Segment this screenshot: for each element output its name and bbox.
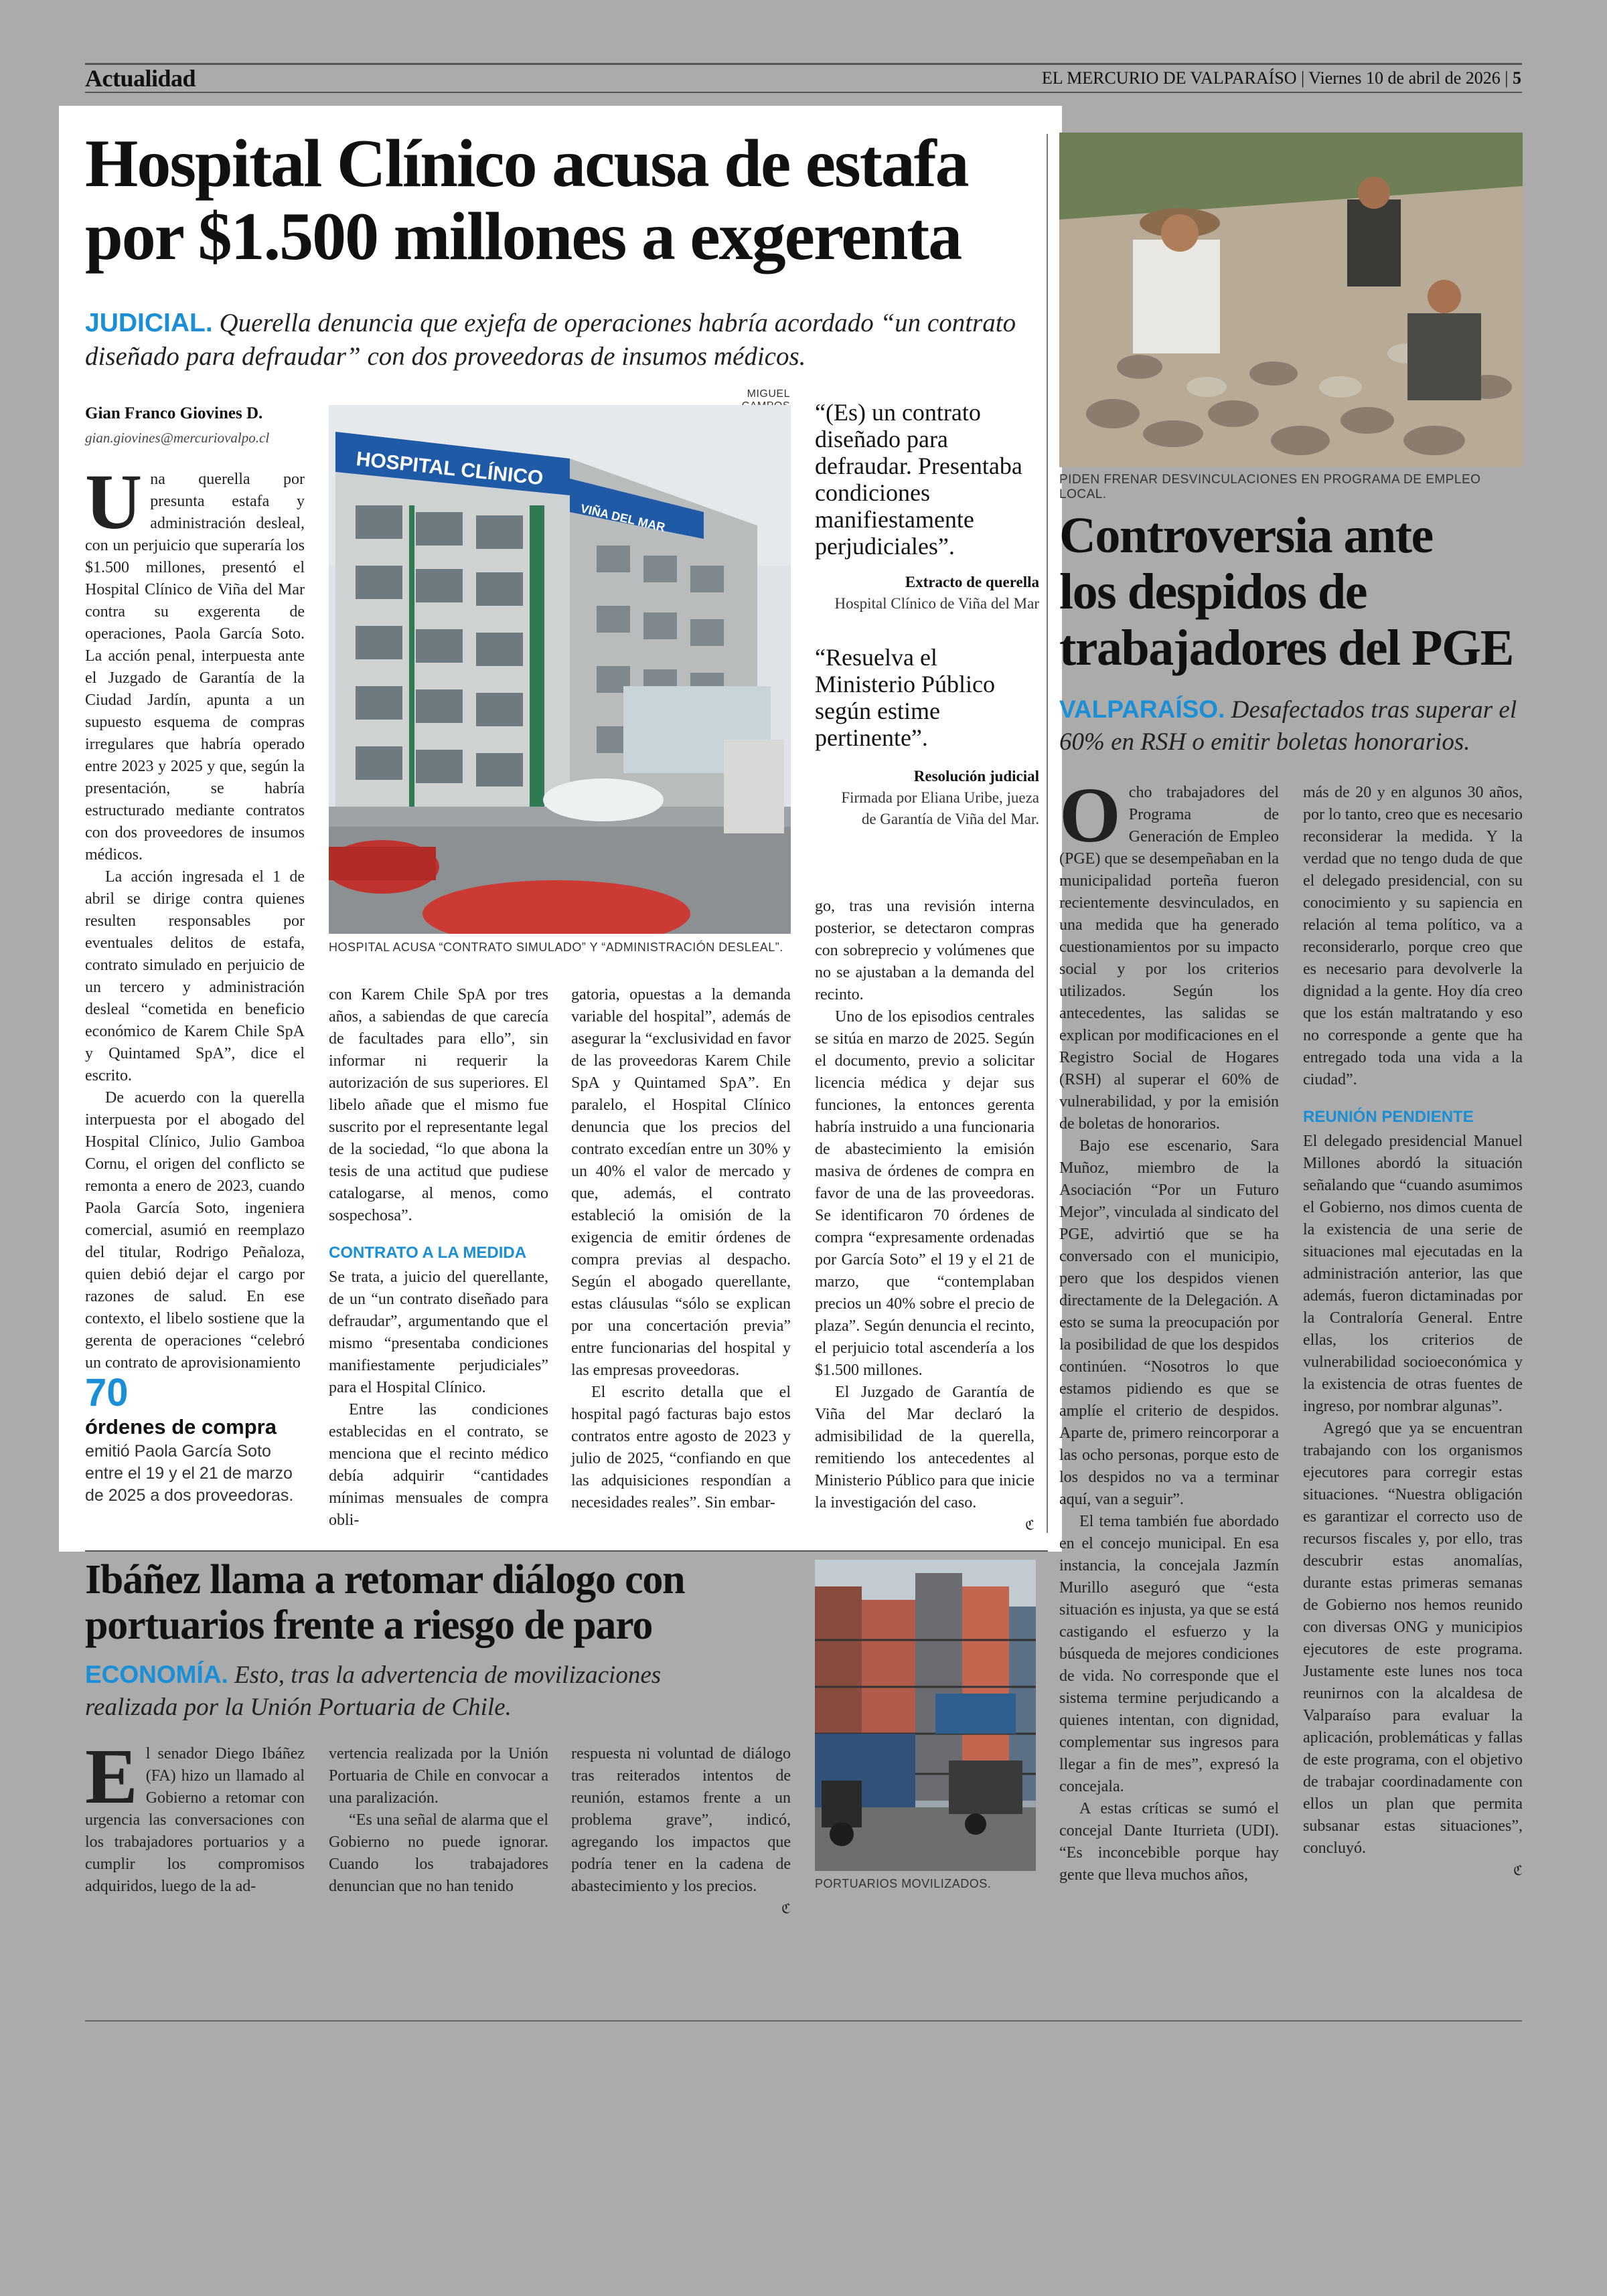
right-kicker: VALPARAÍSO. [1059,695,1225,723]
lead-paragraph: na querella por presunta estafa y administración desleal, con un perjuicio que superaría los $1.500 millones, presentó el Hospital Clínico de Viña del Mar contra su exgerenta de operaciones, Paola García Soto. La acción penal, interpuesta ante el Juzgado de Garantía de la Ciudad Jardín, apunta a un supuesto esquema de compras irregulares que habría operado entre 2023 y 2025 y que, según la presentación, se habría estructurado mediante contratos con dos proveedores de insumos médicos. [85,471,305,864]
pull-quote-source-title: Resolución judicial [913,768,1039,785]
pull-quote-1 [815,399,1039,614]
bottom-headline [85,1557,822,1648]
bottom-headline-line2: portuarios frente a riesgo de paro [85,1603,653,1648]
end-mark-icon [815,1514,1035,1536]
section-label: Actualidad [85,65,196,92]
right-paragraph: El tema también fue abordado en el concejo municipal. En esa instancia, la concejala Jazmín Murillo aseguró que “esta situación es injusta, ya que se está castigando el esfuerzo y la búsqueda de mejores condiciones de vida. No corresponde que el sistema termine perjudicando a quienes intentan, con dignidad, complementar sus ingresos para llegar a fin de mes”, expresó la concejala. [1059,1513,1279,1795]
hospital-photo [329,405,791,934]
stat-number: 70 [85,1371,129,1414]
lead-paragraph: con Karem Chile SpA por tres años, a sabiendas de que carecía de facultades para ello”, sin informar ni requerir la autorización de sus superiores. El libelo añade que el mismo fue suscrito por el representante legal de la sociedad, “lo que abona la tesis de una actitud que pudiese catalogarse, al menos, como sospechosa”. [329,986,548,1224]
pull-quote-source-name: Hospital Clínico de Viña del Mar [834,595,1039,612]
drop-cap: E [85,1732,138,1820]
port-containers-image [815,1560,1036,1871]
right-headline-line3: trabajadores del PGE [1059,620,1513,676]
column-divider [1047,134,1048,1533]
stat-line: de 2025 a dos proveedoras. [85,1486,294,1505]
right-headline [1059,507,1528,676]
bottom-paragraph: respuesta ni voluntad de diálogo tras reiterados intentos de reunión, estamos frente a un problema grave”, indicó, agregando los impactos que podría tener en la cadena de abastecimiento y los precios. [571,1745,791,1895]
bottom-paragraph: vertencia realizada por la Unión Portuaria de Chile en convocar a una paralización. [329,1745,548,1807]
lead-column-2 [329,984,548,1532]
bottom-story-rule [85,1550,1048,1552]
lead-dek-text: Querella denuncia que exjefa de operaciones habría acordado “un contrato diseñado para defraudar” con dos proveedoras de insumos médicos. [85,309,1016,371]
lead-headline-line2: por $1.500 millones a exgerenta [85,199,962,275]
hospital-sign-text-2: VIÑA DEL MAR [579,501,667,534]
subhead-reunion: REUNIÓN PENDIENTE [1303,1108,1474,1126]
right-paragraph: más de 20 y en algunos 30 años, por lo tanto, creo que es necesario reconsiderar la medida. Y la verdad que no tengo duda de que el delegado presidencial, con su conocimiento y su sapiencia en relación al tema político, va a reconsiderarlo, porque creo que es necesario para devolverle la dignidad a la gente. Hoy día creo que los están maltratando y eso no corresponde a gente que ha entregado toda una vida a la ciudad”. [1303,784,1523,1088]
lead-paragraph: go, tras una revisión interna posterior, se detectaron compras con sobreprecio y volúmenes que no se ajustaban a la demanda del recinto. [815,898,1035,1003]
stat-label: órdenes de compra [85,1415,277,1439]
hospital-sign-text: HOSPITAL CLÍNICO [355,448,544,490]
bottom-column-3 [571,1743,791,1920]
right-dek-text: Desafectados tras superar el 60% en RSH o emitir boletas honorarios. [1059,696,1517,756]
port-photo-caption: PORTUARIOS MOVILIZADOS. [815,1877,992,1890]
lead-column-1 [85,458,305,1374]
right-column-2 [1303,782,1523,1882]
dateline: EL MERCURIO DE VALPARAÍSO | Viernes 10 de abril de 2026 | 5 [1041,68,1521,88]
right-paragraph: Bajo ese escenario, Sara Muñoz, miembro de la Asociación “Por un Futuro Mejor”, vinculada al sindicato del PGE, advirtió que se ha conversado con el municipio, pero que los despidos vienen directamente de la Delegación. A esto se suma la preocupación por la posibilidad de que los despidos continúen. “Nosotros lo que estamos pidiendo es que se amplíe el criterio de despidos. Aparte de, primero reincorporar a las ocho personas, porque esto de los despidos no va a terminar aquí, van a seguir”. [1059,1137,1279,1508]
lead-paragraph: Entre las condiciones establecidas en el contrato, se menciona que el recinto médico debía adquirir “cantidades mínimas mensuales de compra obli- [329,1401,548,1529]
workers-photo [1059,133,1523,467]
author-email[interactable]: gian.giovines@mercuriovalpo.cl [85,430,270,446]
bottom-kicker: ECONOMÍA. [85,1661,228,1688]
lead-paragraph: Uno de los episodios centrales se sitúa en marzo de 2025. Según el documento, previo a solicitar licencia médica y dejar sus funciones, la entonces gerenta habría instruido a una funcionaria de abastecimiento la emisión masiva de órdenes de compra en favor de una de las proveedoras. Se identificaron 70 órdenes de compra “expresamente ordenadas por García Soto” el 19 y el 21 de marzo, que “contemplaban precios un 40% sobre el precio de plaza”. Según denuncia el recinto, el perjuicio total ascendería a los $1.500 millones. [815,1008,1035,1379]
page-number: 5 [1513,68,1521,88]
right-paragraph: Agregó que ya se encuentran trabajando con los organismos ejecutores para corregir estas situaciones. “Nuestra obligación es garantizar el correcto uso de recursos fiscales y, por ello, tras descubrir estas anomalías, durante estas primeras semanas de Gobierno nos hemos reunido con diversas ONG y municipios ejecutores de este programa. Justamente este lunes nos toca reunirnos con la alcaldesa de Valparaíso para evaluar la aplicación, problemáticas y fallas de este programa, con el objetivo de trabajar coordinadamente con ellos un plan que permita subsanar estas situaciones”, concluyó. [1303,1420,1523,1857]
right-paragraph: El delegado presidencial Manuel Millones abordó la situación señalando que “cuando asumimos el Gobierno, nos dimos cuenta de la existencia de una serie de situaciones mal ejecutadas en la administración anterior, las que además, fueron dictaminadas por la Contraloría General. Entre ellas, los criterios de vulnerabilidad socioeconómica y la existencia de otras fuentes de ingreso, por nombrar algunas”. [1303,1133,1523,1415]
end-mark-icon [1303,1860,1523,1882]
end-mark-glyph: ℭ [781,1900,791,1916]
port-photo [815,1560,1036,1871]
author-name: Gian Franco Giovines D. [85,404,263,422]
right-dek [1059,693,1523,758]
photo-credit: MIGUEL [747,388,790,400]
lead-headline [85,127,1063,273]
subhead-contrato: CONTRATO A LA MEDIDA [329,1244,527,1262]
pull-quote-source-line: Firmada por Eliana Uribe, jueza [841,789,1039,806]
lead-paragraph: Se trata, a juicio del querellante, de un “un contrato diseñado para defraudar”, argumentando que el mismo “presentaba condiciones manifiestamente perjudiciales” para el Hospital Clínico. [329,1268,548,1396]
right-headline-line1: Controversia ante [1059,507,1433,564]
pull-quote-2 [815,644,1039,830]
pull-quote-source-title: Extracto de querella [905,574,1039,590]
bottom-paragraph: l senador Diego Ibáñez (FA) hizo un llamado al Gobierno a retomar con urgencia las conversaciones con los trabajadores portuarios y a cumplir los compromisos adquiridos, luego de la ad- [85,1745,305,1895]
bottom-headline-line1: Ibáñez llama a retomar diálogo con [85,1557,685,1603]
right-paragraph: A estas críticas se sumó el concejal Dante Iturrieta (UDI). “Es inconcebible porque hay gente que lleva muchos años, [1059,1800,1279,1884]
publication-name: EL MERCURIO DE VALPARAÍSO [1041,68,1297,88]
bottom-dek-text: Esto, tras la advertencia de movilizaciones realizada por la Unión Portuaria de Chile. [85,1661,662,1721]
stat-line: entre el 19 y el 21 de marzo [85,1464,293,1483]
lead-column-3 [571,984,791,1514]
pull-quote-source-line: de Garantía de Viña del Mar. [861,811,1039,827]
hospital-photo-caption: HOSPITAL ACUSA “CONTRATO SIMULADO” Y “ADMINISTRACIÓN DESLEAL”. [329,940,783,954]
lead-paragraph: gatoria, opuestas a la demanda variable del hospital”, además de asegurar la “exclusividad en favor de las proveedoras Karem Chile SpA y Quintamed SpA”. En paralelo, el Hospital Clínico denuncia que los precios del contrato excedían entre un 30% y un 40% el valor de mercado y que, además, el contrato estableció la omisión de la exigencia de emitir órdenes de compra previas al despacho. Según el abogado querellante, estas cláusulas “sólo se explican por una concertación previa” entre funcionarias del hospital y las empresas proveedoras. [571,986,791,1379]
bottom-column-1 [85,1732,305,1898]
hospital-building-image [329,405,791,934]
lead-paragraph: La acción ingresada el 1 de abril se dirige contra quienes resulten responsables por eventuales delitos de estafa, contrato simulado en perjuicio de un tercero y administración desleal “cometida en beneficio económico de Karem Chile SpA y Quintamed SpA”, dice el escrito. [85,868,305,1084]
lead-headline-line1: Hospital Clínico acusa de estafa [85,126,968,201]
lead-paragraph: El escrito detalla que el hospital pagó facturas bajo estos contratos entre agosto de 2023 y julio de 2025, “confiando en que las adquisiciones respondían a necesidades reales”. Sin embar- [571,1384,791,1511]
right-paragraph: cho trabajadores del Programa de Generación de Empleo (PGE) que se desempeñaban en la municipalidad porteña fueron recientemente desvinculados, en una medida que ha generado cuestionamientos por su impacto social y por los criterios utilizados. Según los antecedentes, las salidas se explican por modificaciones en el Registro Social de Hogares (RSH) al superar el 60% de vulnerabilidad, y por la emisión de boletas de honorarios. [1059,784,1279,1133]
right-headline-line2: los despidos de [1059,564,1367,620]
bottom-paragraph: “Es una señal de alarma que el Gobierno no puede ignorar. Cuando los trabajadores denuncian que no han tenido [329,1811,548,1895]
lead-column-4 [815,896,1035,1536]
lead-kicker: JUDICIAL. [85,309,213,337]
stat-line: emitió Paola García Soto [85,1442,271,1461]
stat-box [85,1372,305,1507]
page-bottom-rule [85,2020,1522,2022]
pull-quote-text: “Resuelva el Ministerio Público según estime pertinente”. [815,644,995,751]
header-rule [85,92,1522,93]
pull-quote-text: “(Es) un contrato diseñado para defraudar. Presentaba condiciones manifiestamente perjudiciales”. [815,399,1022,560]
bottom-dek [85,1659,755,1724]
workers-photo-caption: PIDEN FRENAR DESVINCULACIONES EN PROGRAMA DE EMPLEO LOCAL. [1059,473,1481,501]
issue-date: Viernes 10 de abril de 2026 [1308,68,1501,88]
lead-paragraph: De acuerdo con la querella interpuesta por el abogado del Hospital Clínico, Julio Gamboa Cornu, el origen del conflicto se remonta a enero de 2023, cuando Paola García Soto, ingeniera comercial, asumió en reemplazo del titular, Rodrigo Peñaloza, quien debió dejar el cargo por razones de salud. En ese contexto, el libelo sostiene que la gerenta de operaciones “celebró un contrato de aprovisionamiento [85,1089,305,1372]
top-rule [85,63,1522,65]
end-mark-icon [571,1898,791,1920]
bottom-column-2 [329,1743,548,1898]
end-mark-glyph: ℭ [1024,1517,1035,1533]
lead-paragraph: El Juzgado de Garantía de Viña del Mar declaró la admisibilidad de la querella, remitiendo los antecedentes al Ministerio Público para que inicie la investigación del caso. [815,1384,1035,1511]
workers-stones-image [1059,133,1523,467]
drop-cap: O [1059,771,1121,859]
drop-cap: U [85,458,143,546]
right-column-1 [1059,771,1279,1886]
lead-dek [85,307,1049,374]
end-mark-glyph: ℭ [1513,1862,1523,1878]
